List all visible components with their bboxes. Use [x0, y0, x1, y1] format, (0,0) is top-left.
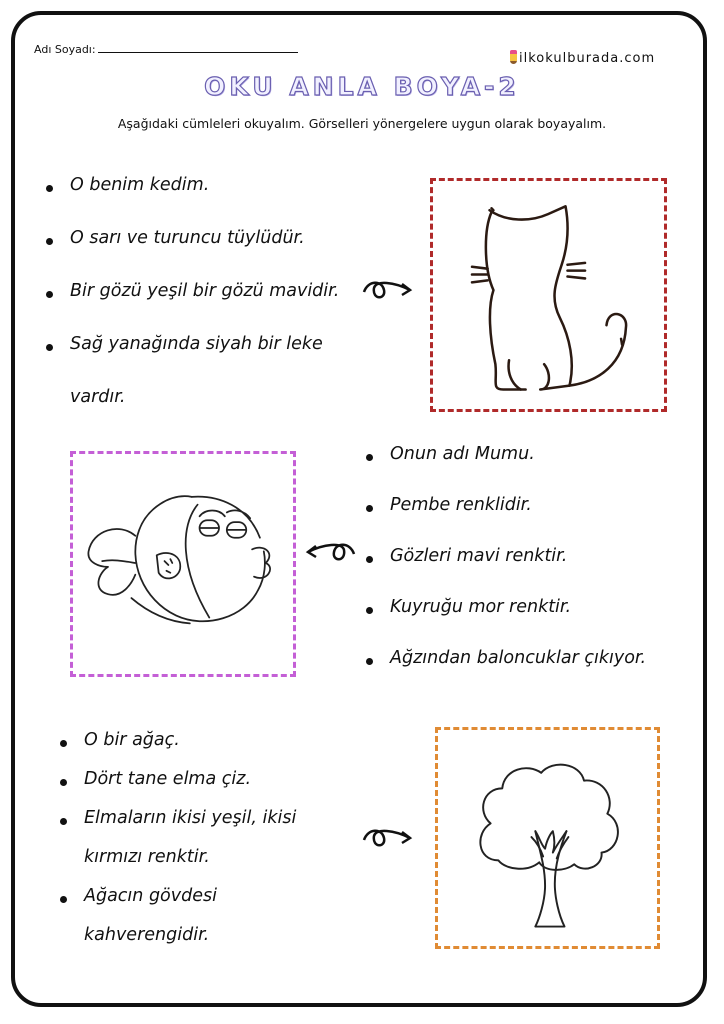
list-item: Ağzından baloncuklar çıkıyor.	[366, 648, 646, 699]
tree-instructions-list	[60, 730, 296, 964]
brand-text: ilkokulburada.com	[519, 51, 656, 66]
page-title: OKU ANLA BOYA-2	[204, 72, 520, 101]
list-item-continuation: kırmızı renktir.	[84, 847, 210, 867]
fish-coloring-box[interactable]	[70, 451, 296, 677]
list-item: O benim kedim.	[46, 175, 339, 228]
list-item: Elmaların ikisi yeşil, ikisi	[60, 808, 296, 847]
list-item: Kuyruğu mor renktir.	[366, 597, 646, 648]
tree-coloring-box[interactable]	[435, 727, 660, 949]
list-item: Onun adı Mumu.	[366, 444, 646, 495]
name-write-line[interactable]	[98, 42, 298, 53]
arrow-left-icon	[304, 538, 358, 566]
pencil-icon	[510, 50, 517, 64]
list-item: Gözleri mavi renktir.	[366, 546, 646, 597]
arrow-right-icon	[360, 824, 414, 852]
list-item-continuation: vardır.	[70, 387, 126, 407]
list-item: Bir gözü yeşil bir gözü mavidir.	[46, 281, 339, 334]
cat-instructions-list	[46, 175, 339, 440]
cat-drawing	[433, 181, 664, 409]
name-field-row	[34, 42, 298, 56]
list-item: Ağacın gövdesi	[60, 886, 296, 925]
list-item: O sarı ve turuncu tüylüdür.	[46, 228, 339, 281]
arrow-right-icon	[360, 276, 414, 304]
fish-instructions-list	[366, 444, 646, 699]
cat-coloring-box[interactable]	[430, 178, 667, 412]
brand-logo	[510, 50, 655, 66]
list-item-continuation: kahverengidir.	[84, 925, 210, 945]
instruction-text: Aşağıdaki cümleleri okuyalım. Görselleri yönergelere uygun olarak boyayalım.	[117, 116, 607, 131]
fish-drawing	[73, 454, 293, 674]
list-item: Dört tane elma çiz.	[60, 769, 296, 808]
list-item: Pembe renklidir.	[366, 495, 646, 546]
tree-drawing	[438, 730, 657, 946]
list-item: O bir ağaç.	[60, 730, 296, 769]
list-item: Sağ yanağında siyah bir leke	[46, 334, 339, 387]
name-label: Adı Soyadı:	[34, 43, 96, 56]
